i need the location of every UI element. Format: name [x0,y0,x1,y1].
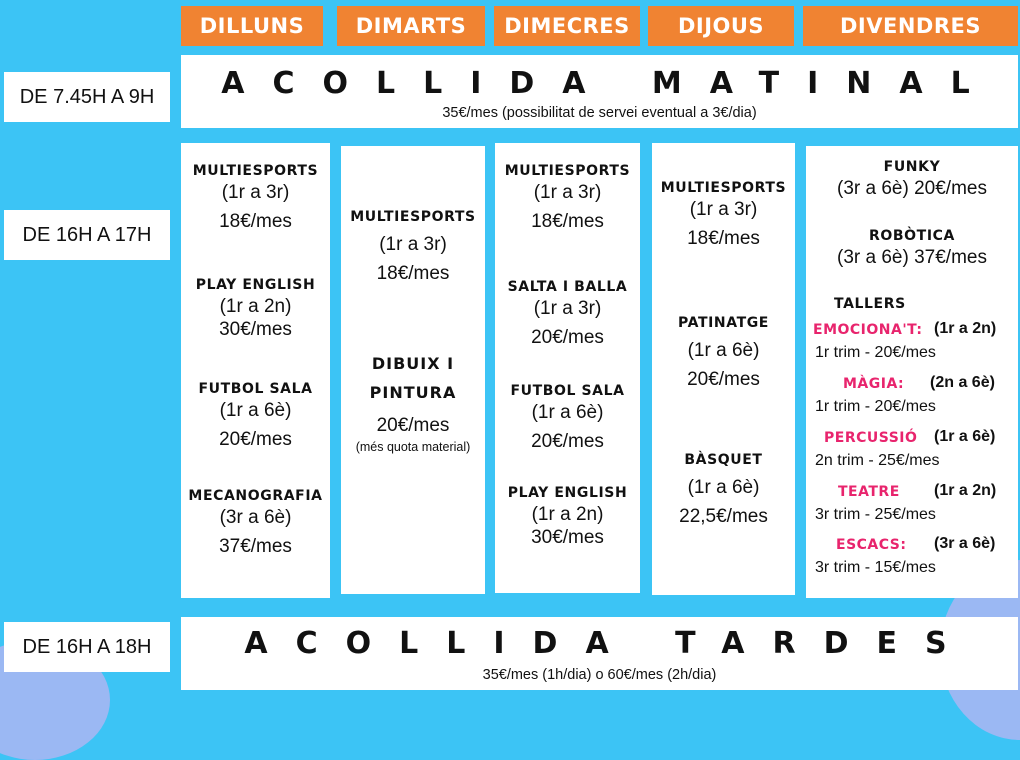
activity-price: 20€/mes [219,429,292,451]
activity-card [341,350,485,456]
taller-name: ESCACS: [836,537,907,553]
afternoon-care-title: ACOLLIDA TARDES [244,626,975,661]
taller-item [806,428,1018,478]
afternoon-care-price: 35€/mes (1h/dia) o 60€/mes (2h/dia) [482,667,717,683]
activity-name: MULTIESPORTS [504,163,631,179]
activity-price: 20€/mes [531,431,604,453]
day-header-friday: DIVENDRES [803,6,1018,46]
wednesday-column [495,143,640,593]
activity-price: 20€/mes [687,369,760,391]
activity-price: 20€/mes [376,414,450,436]
activity-card [341,209,485,286]
taller-term: 3r trim - 15€/mes [815,559,936,576]
morning-care-band [181,55,1018,128]
activity-price: 18€/mes [376,263,450,285]
activity-name: MECANOGRAFIA [188,488,323,504]
activity-name: MULTIESPORTS [192,163,319,179]
monday-column [181,143,330,598]
taller-ages: (3r a 6è) [934,535,996,552]
taller-name: MÀGIA: [843,376,905,392]
activity-ages: (1r a 6è) [219,399,292,421]
activity-ages: (1r a 2n) [219,295,292,317]
activity-ages: (1r a 6è) [687,339,760,361]
activity-card [181,163,330,234]
friday-column [806,146,1018,598]
time-label-afternoon: DE 16H A 17H [4,210,170,260]
activity-name: DIBUIX I [371,354,455,373]
activity-ages: (3r a 6è) [219,506,292,528]
activity-card [495,279,640,350]
activity-price: 30€/mes [219,319,292,341]
morning-care-price: 35€/mes (possibilitat de servei eventual a 3€/dia) [442,105,757,121]
activity-name: MULTIESPORTS [350,209,476,225]
activity-name: PLAY ENGLISH [195,277,316,293]
tallers-title: TALLERS [834,296,906,312]
activity-card [495,485,640,550]
activity-card [652,452,795,529]
activity-name: FUTBOL SALA [198,381,313,397]
activity-ages: (1r a 6è) [687,476,760,498]
day-header-wednesday: DIMECRES [494,6,640,46]
activity-card [495,163,640,234]
taller-term: 1r trim - 20€/mes [815,398,936,415]
activity-name: FUNKY [883,159,941,175]
activity-ages: (1r a 3r) [689,198,758,220]
activity-name: FUTBOL SALA [510,383,625,399]
activity-name: PLAY ENGLISH [507,485,628,501]
activity-price: 18€/mes [219,211,292,233]
activity-price: 37€/mes [219,536,292,558]
activity-ages: (1r a 3r) [533,297,602,319]
thursday-column [652,143,795,595]
activity-ages-price: (3r a 6è) 37€/mes [837,246,987,268]
day-header-thursday: DIJOUS [648,6,794,46]
activity-price: 30€/mes [531,527,604,549]
tuesday-column [341,146,485,594]
taller-ages: (1r a 6è) [934,428,996,445]
taller-ages: (1r a 2n) [934,482,997,499]
day-header-tuesday: DIMARTS [337,6,485,46]
activity-card [652,180,795,251]
activity-price: 22,5€/mes [679,506,768,528]
activity-ages: (1r a 3r) [533,181,602,203]
time-label-morning: DE 7.45H A 9H [4,72,170,122]
activity-name: PATINATGE [678,315,769,331]
activity-note: (més quota material) [355,440,471,455]
activity-name: SALTA I BALLA [507,279,628,295]
activity-name: MULTIESPORTS [660,180,787,196]
activity-price: 20€/mes [531,327,604,349]
activity-card [806,159,1018,200]
activity-card [495,383,640,454]
activity-ages: (1r a 2n) [531,503,604,525]
taller-term: 1r trim - 20€/mes [815,344,936,361]
activity-card [181,488,330,559]
taller-term: 2n trim - 25€/mes [815,452,940,469]
activity-card [806,228,1018,269]
afternoon-care-band [181,617,1018,690]
taller-name: EMOCIONA'T: [813,322,923,338]
activity-name: ROBÒTICA [869,228,955,244]
activity-price: 18€/mes [687,228,760,250]
activity-ages: (1r a 3r) [379,233,447,255]
taller-ages: (2n a 6è) [930,374,995,391]
taller-term: 3r trim - 25€/mes [815,506,936,523]
activity-name: PINTURA [369,382,457,402]
taller-item [806,374,1018,424]
activity-card [181,381,330,452]
taller-name: PERCUSSIÓ [824,430,918,446]
activity-price: 18€/mes [531,211,604,233]
activity-ages: (1r a 3r) [221,181,290,203]
day-header-monday: DILLUNS [181,6,323,46]
taller-item [806,482,1018,532]
activity-ages-price: (3r a 6è) 20€/mes [837,177,987,199]
morning-care-title: ACOLLIDA MATINAL [221,66,998,101]
time-label-late: DE 16H A 18H [4,622,170,672]
taller-item [806,320,1018,370]
activity-name: BÀSQUET [684,452,763,468]
activity-ages: (1r a 6è) [531,401,604,423]
taller-item [806,535,1018,585]
activity-card [652,315,795,392]
taller-ages: (1r a 2n) [934,320,997,337]
taller-name: TEATRE [838,484,900,500]
activity-card [181,277,330,342]
